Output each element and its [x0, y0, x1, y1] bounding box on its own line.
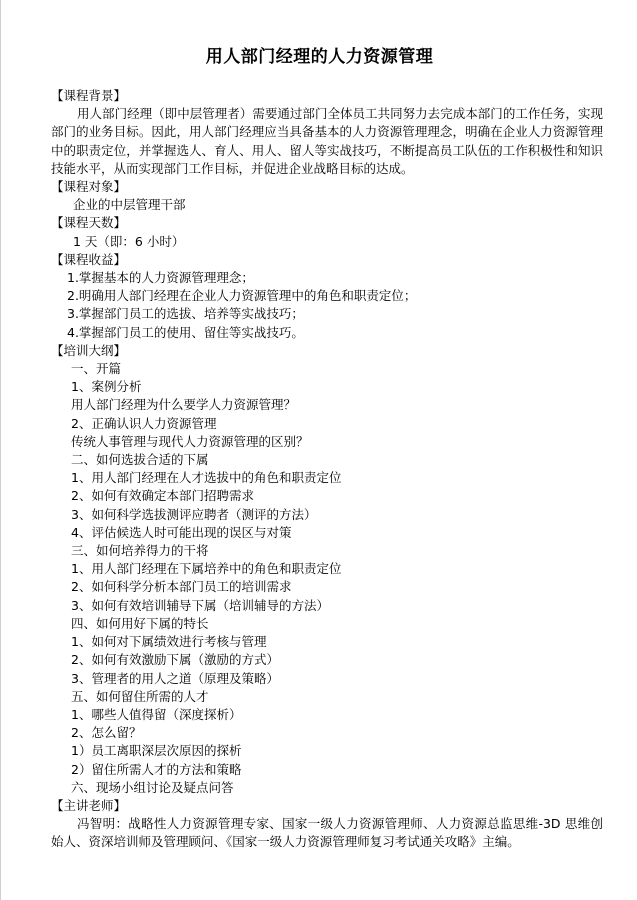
benefit-item: 4.掌握部门员工的使用、留住等实战技巧。 — [67, 324, 304, 340]
outline-item: 2、如何有效激励下属（激励的方式） — [71, 652, 279, 668]
outline-item: 1、如何对下属绩效进行考核与管理 — [71, 634, 267, 650]
outline-item: 2）留住所需人才的方法和策略 — [71, 761, 242, 777]
section-heading-teacher: 【主讲老师】 — [51, 797, 127, 813]
document-body — [51, 87, 603, 852]
section-heading-duration: 【课程天数】 — [51, 215, 127, 231]
document-title: 用人部门经理的人力资源管理 — [205, 47, 434, 67]
background-paragraph: 用人部门经理（即中层管理者）需要通过部门全体员工共同努力去完成本部门的工作任务，实现部门的业务目标。因此，用人部门经理应当具备基本的人力资源管理理念，明确在企业人力资源管理中的职责定位，并掌握选人、育人、用人、留人等实战技巧，不断提高员工队伍的工作积极性和知识技能水平，从而实现部门工作目标，并促进企业战略目标的达成。 — [51, 106, 603, 176]
section-heading-background: 【课程背景】 — [51, 88, 127, 103]
section-heading-outline: 【培训大纲】 — [51, 342, 127, 358]
outline-item: 传统人事管理与现代人力资源管理的区别？ — [71, 433, 309, 449]
outline-item: 用人部门经理为什么要学人力资源管理？ — [71, 397, 297, 413]
outline-item: 2、如何科学分析本部门员工的培训需求 — [71, 579, 292, 595]
outline-item: 4、评估候选人时可能出现的误区与对策 — [71, 524, 292, 540]
outline-item: 1、用人部门经理在下属培养中的角色和职责定位 — [71, 561, 342, 577]
benefit-item: 2.明确用人部门经理在企业人力资源管理中的角色和职责定位； — [67, 288, 417, 304]
outline-item: 2、怎么留？ — [71, 725, 142, 741]
outline-item: 3、如何有效培训辅导下属（培训辅导的方法） — [71, 597, 329, 613]
outline-item: 3、管理者的用人之道（原理及策略） — [71, 670, 279, 686]
outline-section-title: 一、开篇 — [71, 361, 122, 377]
outline-section-title: 三、如何培养得力的干将 — [71, 543, 209, 559]
outline-section-title: 二、如何选拔合适的下属 — [71, 452, 209, 468]
outline-item: 2、如何有效确定本部门招聘需求 — [71, 488, 254, 504]
outline-item: 1、用人部门经理在人才选拔中的角色和职责定位 — [71, 470, 342, 486]
benefit-item: 1.掌握基本的人力资源管理理念； — [67, 270, 254, 286]
audience-text: 企业的中层管理干部 — [73, 197, 186, 213]
benefit-item: 3.掌握部门员工的选拔、培养等实战技巧； — [67, 306, 304, 322]
outline-item: 2、正确认识人力资源管理 — [71, 415, 217, 431]
section-heading-audience: 【课程对象】 — [51, 179, 127, 195]
outline-section-title: 六、现场小组讨论及疑点问答 — [71, 779, 234, 795]
outline-item: 1、案例分析 — [71, 379, 142, 395]
section-heading-benefits: 【课程收益】 — [51, 251, 127, 267]
outline-item: 1、哪些人值得留（深度探析） — [71, 706, 242, 722]
outline-section-title: 五、如何留住所需的人才 — [71, 688, 209, 704]
teacher-paragraph: 冯智明：战略性人力资源管理专家、国家一级人力资源管理师、人力资源总监思维-3D 思维创始人、资深培训师及管理顾问、《国家一级人力资源管理师复习考试通关攻略》主编。 — [51, 816, 603, 850]
outline-section-title: 四、如何用好下属的特长 — [71, 615, 209, 631]
duration-text: 1 天（即：6 小时） — [73, 233, 185, 249]
outline-item: 1）员工离职深层次原因的探析 — [71, 743, 242, 759]
outline-item: 3、如何科学选拔测评应聘者（测评的方法） — [71, 506, 317, 522]
